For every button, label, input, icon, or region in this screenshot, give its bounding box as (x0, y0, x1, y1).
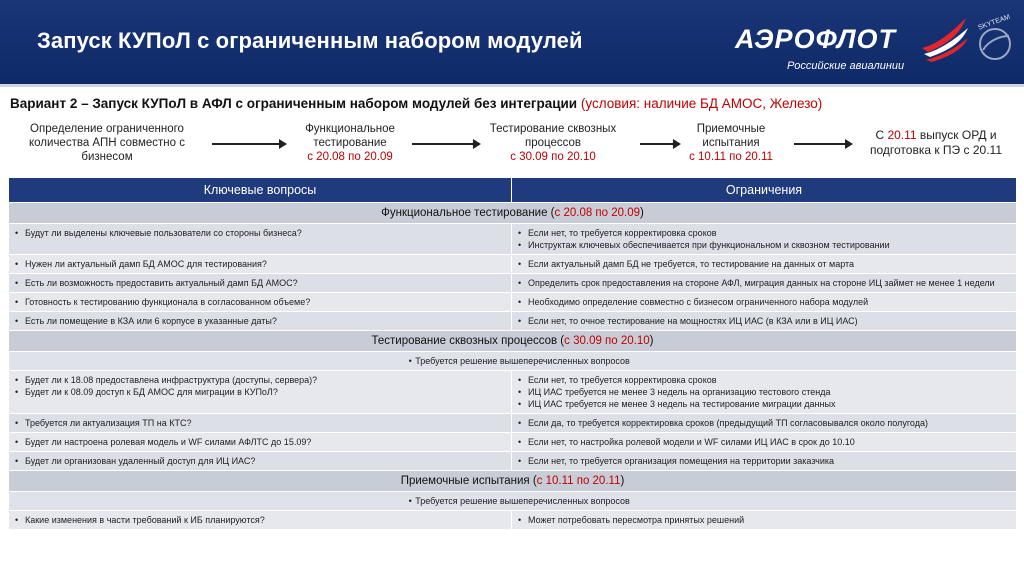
table-row (9, 312, 1017, 331)
flow-step-line: С 20.11 выпуск ОРД и (875, 128, 997, 142)
question-item: • Нужен ли актуальный дамп БД AMOC для тестирования? (15, 258, 505, 270)
flow-step-line: испытания (702, 137, 760, 149)
limitation-cell (512, 274, 1017, 293)
limitation-cell (512, 255, 1017, 274)
flow-step-release (852, 128, 1020, 158)
slide-title: Запуск КУПоЛ с ограниченным набором модулей (37, 28, 583, 53)
question-cell (9, 433, 512, 452)
limitation-cell (512, 452, 1017, 471)
section-title (9, 471, 1017, 492)
question-item: • Будет ли настроена ролевая модель и WF силами АФЛТС до 15.09? (15, 436, 505, 448)
question-cell (9, 511, 512, 530)
section-note (9, 352, 1017, 371)
question-cell (9, 274, 512, 293)
question-cell (9, 371, 512, 414)
limitation-item: • Если нет, то требуется организация помещения на территории заказчика (518, 455, 1010, 467)
question-item: • Будут ли выделены ключевые пользователи со стороны бизнеса? (15, 227, 505, 239)
section-title-text: Приемочные испытания ( (400, 475, 537, 487)
table-row (9, 274, 1017, 293)
section-title (9, 331, 1017, 352)
limitation-item: • Если актуальный дамп БД не требуется, то тестирование на данных от марта (518, 258, 1010, 270)
logo-wordmark: АЭРОФЛОТ (735, 24, 897, 54)
table-row (9, 511, 1017, 530)
column-header-limits: Ограничения (512, 178, 1017, 203)
table-row (9, 452, 1017, 471)
table-row (9, 433, 1017, 452)
question-item: • Будет ли к 08.09 доступ к БД AMOC для миграции в КУПоЛ? (15, 386, 505, 398)
limitation-item: • ИЦ ИАС требуется не менее 3 недель на организацию тестового стенда (518, 386, 1010, 398)
question-cell (9, 255, 512, 274)
question-cell (9, 293, 512, 312)
section-header-row (9, 471, 1017, 492)
section-dates: с 20.08 по 20.09 (554, 207, 641, 219)
flow-step-line: подготовка к ПЭ с 20.11 (869, 143, 1002, 157)
section-header-row (9, 331, 1017, 352)
table-row (9, 293, 1017, 312)
section-title (9, 203, 1017, 224)
question-cell (9, 224, 512, 255)
section-note-row (9, 352, 1017, 371)
limitation-item: • Необходимо определение совместно с бизнесом ограниченного набора модулей (518, 296, 1010, 308)
skyteam-icon (975, 14, 1015, 70)
flow-step-acceptance (676, 122, 786, 164)
section-dates: с 10.11 по 20.11 (536, 475, 621, 487)
question-cell (9, 414, 512, 433)
flow-step-definition (18, 122, 196, 164)
limitation-item: • Если нет, то настройка ролевой модели и WF силами ИЦ ИАС в срок до 10.10 (518, 436, 1010, 448)
logo-subtitle: Российские авиалинии (787, 60, 905, 72)
limitation-cell (512, 224, 1017, 255)
flow-step-dates: с 10.11 по 20.11 (689, 151, 773, 163)
aeroflot-logo (735, 14, 1017, 74)
limitation-item: • Если нет, то очное тестирование на мощностях ИЦ ИАС (в КЗА или в ИЦ ИАС) (518, 315, 1010, 327)
question-item: • Требуется ли актуализация ТП на КТС? (15, 417, 505, 429)
limitation-item: • Если нет, то требуется корректировка сроков (518, 227, 1010, 239)
flow-arrow (212, 143, 280, 145)
slide-header (0, 0, 1024, 84)
flow-step-dates: с 30.09 по 20.10 (510, 151, 596, 163)
flow-step-line: Определение ограниченного (30, 123, 184, 135)
flow-step-line: тестирование (313, 137, 387, 149)
wings-icon (920, 14, 970, 70)
section-note (9, 492, 1017, 511)
section-title-text: Функциональное тестирование ( (381, 207, 555, 219)
key-issues-table (8, 177, 1017, 530)
section-note-text: • Требуется решение вышеперечисленных вопросов (395, 356, 630, 366)
limitation-item: • Если да, то требуется корректировка сроков (предыдущий ТП согласовывался около полугода) (518, 417, 1010, 429)
limitation-cell (512, 371, 1017, 414)
limitation-item: • Может потребовать пересмотра принятых решений (518, 514, 1010, 526)
limitation-cell (512, 293, 1017, 312)
table-row (9, 371, 1017, 414)
limitation-item: • Определить срок предоставления на стороне АФЛ, миграция данных на стороне ИЦ займет не менее 1 недели (518, 277, 1010, 289)
flow-step-line: Приемочные (696, 123, 766, 135)
limitation-cell (512, 312, 1017, 331)
key-issues-table-wrap (8, 177, 1016, 530)
section-note-text: • Требуется решение вышеперечисленных вопросов (395, 496, 630, 506)
flow-step-line: Тестирование сквозных (489, 123, 617, 135)
table-body (9, 203, 1017, 530)
question-cell (9, 312, 512, 331)
section-title-text: Тестирование сквозных процессов ( (371, 335, 565, 347)
limitation-cell (512, 511, 1017, 530)
limitation-item: • ИЦ ИАС требуется не менее 3 недель на тестирование миграции данных (518, 398, 1010, 410)
header-divider (0, 84, 1024, 87)
section-title-close: ) (649, 335, 654, 347)
question-item: • Есть ли помещение в КЗА или 6 корпусе в указанные даты? (15, 315, 505, 327)
table-row (9, 224, 1017, 255)
flow-step-line: Функциональное (305, 123, 395, 135)
flow-arrow (794, 143, 846, 145)
section-note-row (9, 492, 1017, 511)
variant-conditions: (условия: наличие БД AMOC, Железо) (580, 96, 823, 111)
question-item: • Готовность к тестированию функционала в согласованном объеме? (15, 296, 505, 308)
table-row (9, 255, 1017, 274)
flow-step-line: бизнесом (81, 151, 133, 163)
flow-arrow (640, 143, 674, 145)
flow-step-line: процессов (524, 137, 581, 149)
question-item: • Будет ли организован удаленный доступ для ИЦ ИАС? (15, 455, 505, 467)
limitation-cell (512, 414, 1017, 433)
section-dates: с 30.09 по 20.10 (564, 335, 650, 347)
flow-step-line: количества АПН совместно с (29, 137, 185, 149)
skyteam-text: SKYTEAM (977, 14, 1012, 32)
question-item: • Есть ли возможность предоставить актуальный дамп БД AMOC? (15, 277, 505, 289)
question-item: • Будет ли к 18.08 предоставлена инфраструктура (доступы, сервера)? (15, 374, 505, 386)
question-item: • Какие изменения в части требований к ИБ планируются? (15, 514, 505, 526)
question-cell (9, 452, 512, 471)
flow-step-dates: с 20.08 по 20.09 (307, 151, 393, 163)
limitation-item: • Инструктаж ключевых обеспечивается при функциональном и сквозном тестировании (518, 239, 1010, 251)
section-title-close: ) (640, 207, 644, 219)
flow-step-functional-testing (284, 122, 416, 164)
flow-step-e2e-testing (478, 122, 628, 164)
table-row (9, 414, 1017, 433)
variant-title: Вариант 2 – Запуск КУПоЛ в АФЛ с ограниченным набором модулей без интеграции (10, 96, 578, 111)
section-header-row (9, 203, 1017, 224)
column-header-questions: Ключевые вопросы (9, 178, 512, 203)
variant-subtitle (10, 96, 822, 111)
limitation-cell (512, 433, 1017, 452)
flow-arrow (412, 143, 474, 145)
section-title-close: ) (620, 475, 625, 487)
limitation-item: • Если нет, то требуется корректировка сроков (518, 374, 1010, 386)
